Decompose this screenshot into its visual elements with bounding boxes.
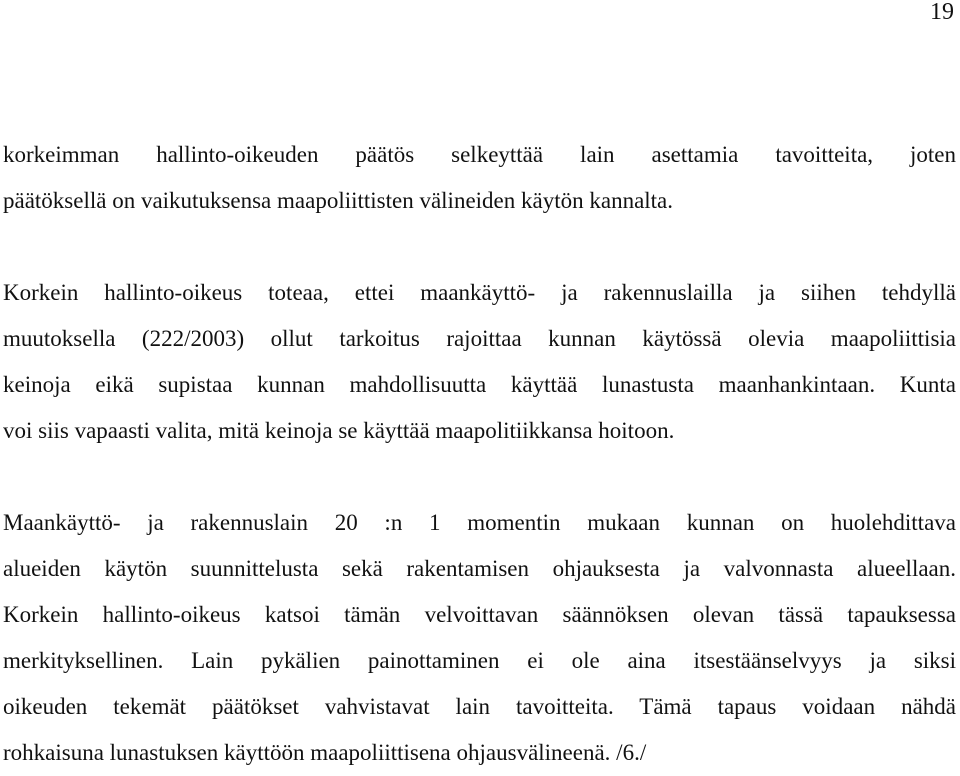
paragraph <box>3 132 956 224</box>
page-number: 19 <box>930 0 954 25</box>
text-line: oikeuden tekemät päätökset vahvistavat lain tavoitteita. Tämä tapaus voidaan nähdä <box>3 694 956 719</box>
document-body <box>3 132 956 776</box>
text-line: päätöksellä on vaikutuksensa maapoliittisten välineiden käytön kannalta. <box>3 188 674 213</box>
text-line: muutoksella (222/2003) ollut tarkoitus rajoittaa kunnan käytössä olevia maapoliittisia <box>3 326 956 351</box>
text-line: voi siis vapaasti valita, mitä keinoja se käyttää maapolitiikkansa hoitoon. <box>3 418 675 443</box>
text-line: alueiden käytön suunnittelusta sekä rakentamisen ohjauksesta ja valvonnasta alueellaan. <box>3 556 956 581</box>
text-line: Korkein hallinto-oikeus katsoi tämän velvoittavan säännöksen olevan tässä tapauksessa <box>3 602 956 627</box>
paragraph <box>3 270 956 454</box>
text-line: Korkein hallinto-oikeus toteaa, ettei maankäyttö- ja rakennuslailla ja siihen tehdyllä <box>3 280 956 305</box>
text-line: rohkaisuna lunastuksen käyttöön maapoliittisena ohjausvälineenä. /6./ <box>3 740 647 765</box>
text-line: keinoja eikä supistaa kunnan mahdollisuutta käyttää lunastusta maanhankintaan. Kunta <box>3 372 956 397</box>
text-line: merkityksellinen. Lain pykälien painottaminen ei ole aina itsestäänselvyys ja siksi <box>3 648 956 673</box>
paragraph <box>3 500 956 776</box>
text-line: Maankäyttö- ja rakennuslain 20 :n 1 momentin mukaan kunnan on huolehdittava <box>3 510 956 535</box>
text-line: korkeimman hallinto-oikeuden päätös selkeyttää lain asettamia tavoitteita, joten <box>3 142 956 167</box>
